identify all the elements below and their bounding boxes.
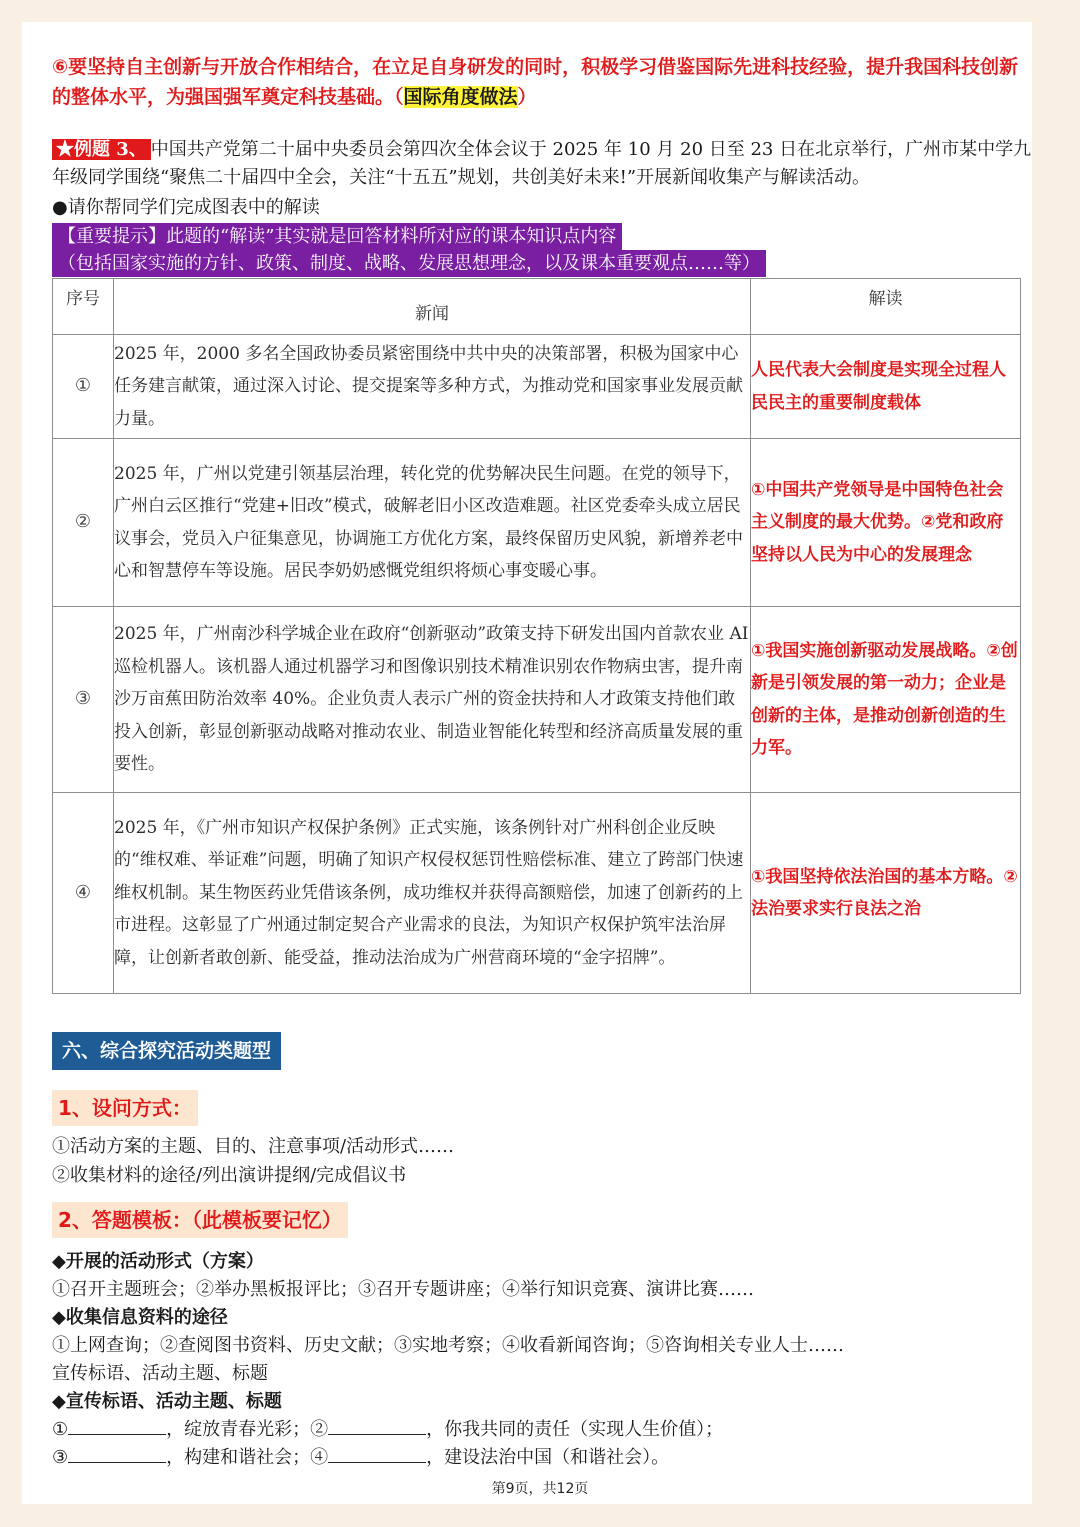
- international-tag: 国际角度做法: [403, 86, 518, 108]
- row-answer: 人民代表大会制度是实现全过程人民民主的重要制度载体: [751, 335, 1021, 439]
- row-answer: ①我国实施创新驱动发展战略。②创新是引领发展的第一动力；企业是创新的主体，是推动创新创造的生力军。: [751, 607, 1021, 793]
- row-index: ③: [53, 607, 114, 793]
- table-row: [53, 439, 1021, 607]
- hint-line-2: （包括国家实施的方针、政策、制度、战略、发展思想理念，以及课本重要观点……等）: [52, 250, 766, 277]
- row-news: 2025 年，2000 多名全国政协委员紧密围绕中共中央的决策部署，积极为国家中心任务建言献策，通过深入讨论、提交提案等多种方式，为推动党和国家事业发展贡献力量。: [114, 335, 751, 439]
- sub-heading-1: 1、设问方式：: [52, 1090, 198, 1126]
- example-3-paragraph: [52, 136, 1032, 192]
- fill-line-1: ① ，绽放青春光彩；② ，你我共同的责任（实现人生价值）；: [52, 1416, 723, 1444]
- blank-3[interactable]: [68, 1444, 166, 1463]
- point-6-text: ⑥要坚持自主创新与开放合作相结合，在立足自身研发的同时，积极学习借鉴国际先进科技经验，提升我国科技创新的整体水平，为强国强军奠定科技基础。（国际角度做法）: [52, 56, 1019, 108]
- table-row: [53, 793, 1021, 994]
- news-table: [52, 278, 1021, 994]
- fill-line-2: ③ ，构建和谐社会；④ ，建设法治中国（和谐社会）。: [52, 1444, 669, 1472]
- table-row: [53, 335, 1021, 439]
- header-news: 新闻: [114, 279, 751, 335]
- header-index: 序号: [53, 279, 114, 335]
- row-answer: ①中国共产党领导是中国特色社会主义制度的最大优势。②党和政府坚持以人民为中心的发展理念: [751, 439, 1021, 607]
- info-sources-extra: 宣传标语、活动主题、标题: [52, 1363, 268, 1384]
- sub1-line-1: ①活动方案的主题、目的、注意事项/活动形式……: [52, 1136, 455, 1157]
- hint-line-1: 【重要提示】此题的“解读”其实就是回答材料所对应的课本知识点内容: [52, 223, 622, 250]
- blank-4[interactable]: [328, 1444, 426, 1463]
- row-news: 2025 年，广州南沙科学城企业在政府“创新驱动”政策支持下研发出国内首款农业 AI 巡检机器人。该机器人通过机器学习和图像识别技术精准识别农作物病虫害，提升南沙万亩蕉田防治效率 40%。企业负责人表示广州的资金扶持和人才政策支持他们敢投入创新，彰显创新驱动战略对推动农业、制造业智能化转型和经济高质量发展的重要性。: [114, 607, 751, 793]
- example-tag: ★例题 3、: [52, 139, 151, 160]
- table-header-row: [53, 279, 1021, 335]
- page-footer: 第9页，共12页: [491, 1481, 589, 1497]
- sub1-line-2: ②收集材料的途径/列出演讲提纲/完成倡议书: [52, 1165, 407, 1186]
- activity-form-line: ①召开主题班会；②举办黑板报评比；③召开专题讲座；④举行知识竞赛、演讲比赛……: [52, 1279, 754, 1300]
- bullet-slogans: ◆宣传标语、活动主题、标题: [52, 1391, 282, 1412]
- bullet-info-sources: ◆收集信息资料的途径: [52, 1307, 228, 1328]
- row-index: ④: [53, 793, 114, 994]
- blank-2[interactable]: [328, 1416, 426, 1435]
- section-6-title: 六、综合探究活动类题型: [52, 1032, 281, 1070]
- bullet-activity-form: ◆开展的活动形式（方案）: [52, 1251, 264, 1272]
- header-answer: 解读: [751, 279, 1021, 335]
- row-news: 2025 年，《广州市知识产权保护条例》正式实施，该条例针对广州科创企业反映的“维权难、举证难”问题，明确了知识产权侵权惩罚性赔偿标准、建立了跨部门快速维权机制。某生物医药业凭借该条例，成功维权并获得高额赔偿，加速了创新药的上市进程。这彰显了广州通过制定契合产业需求的良法，为知识产权保护筑牢法治屏障，让创新者敢创新、能受益，推动法治成为广州营商环境的“金字招牌”。: [114, 793, 751, 994]
- example-text: 中国共产党第二十届中央委员会第四次全体会议于 2025 年 10 月 20 日至 23 日在北京举行，广州市某中学九年级同学围绕“聚焦二十届四中全会，关注“十五五”规划，共创美好未来!”开展新闻收集产与解读活动。: [52, 139, 1032, 188]
- example-task: ●请你帮同学们完成图表中的解读: [52, 197, 320, 218]
- row-index: ①: [53, 335, 114, 439]
- blank-1[interactable]: [68, 1416, 166, 1435]
- row-index: ②: [53, 439, 114, 607]
- sub-heading-2: 2、答题模板：（此模板要记忆）: [52, 1202, 348, 1238]
- info-sources-line: ①上网查询；②查阅图书资料、历史文献；③实地考察；④收看新闻咨询；⑤咨询相关专业人士……: [52, 1335, 844, 1356]
- page: [22, 22, 1032, 1504]
- table-row: [53, 607, 1021, 793]
- row-answer: ①我国坚持依法治国的基本方略。②法治要求实行良法之治: [751, 793, 1021, 994]
- row-news: 2025 年，广州以党建引领基层治理，转化党的优势解决民生问题。在党的领导下，广州白云区推行“党建+旧改”模式，破解老旧小区改造难题。社区党委牵头成立居民议事会，党员入户征集意见，协调施工方优化方案，最终保留历史风貌，新增养老中心和智慧停车等设施。居民李奶奶感慨党组织将烦心事变暖心事。: [114, 439, 751, 607]
